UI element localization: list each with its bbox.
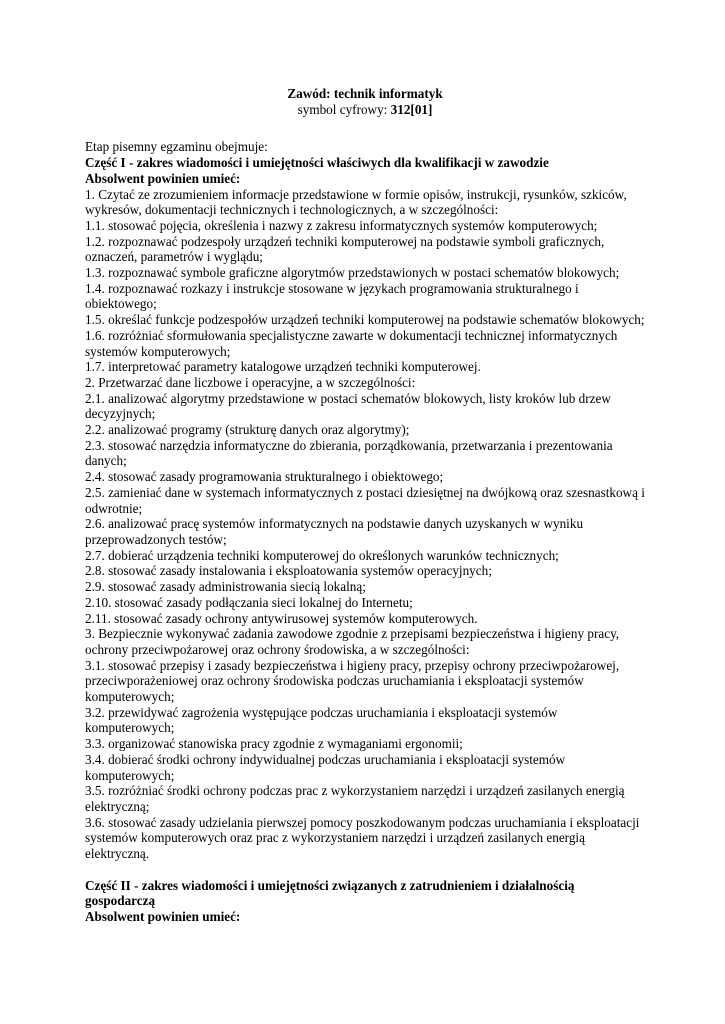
spacer [85, 862, 645, 878]
list-item: 3. Bezpiecznie wykonywać zadania zawodowe zgodnie z przepisami bezpieczeństwa i higieny pracy, ochrony przeciwpożarowej oraz ochrony środowiska, a w szczególności: [85, 626, 620, 657]
symbol-label: symbol cyfrowy: [297, 101, 391, 117]
list-item: 2.5. zamieniać dane w systemach informatycznych z postaci dziesiętnej na dwójkową oraz szesnastkową i odwrotnie; [85, 484, 645, 516]
list-item: 3.1. stosować przepisy i zasady bezpieczeństwa i higieny pracy, przepisy ochrony przeciwpożarowej, przeciwporażeniowej oraz ochrony środowiska podczas uruchamiania i eksploatacji systemów komputerowych; [85, 657, 620, 705]
intro-text: Etap pisemny egzaminu obejmuje: [85, 139, 268, 155]
list-item: 3.6. stosować zasady udzielania pierwszej pomocy poszkodowanym podczas uruchamiania i eksploatacji systemów komputerowych oraz prac z wykorzystaniem narzędzi i urządzeń zasilanych energią elektryczną. [85, 814, 640, 862]
list-item: 1.2. rozpoznawać podzespoły urządzeń techniki komputerowej na podstawie symboli graficznych, oznaczeń, parametrów i wyglądu; [85, 233, 605, 265]
list-item: 3.3. organizować stanowiska pracy zgodnie z wymaganiami ergonomii; [85, 736, 463, 752]
list-item: 1.5. określać funkcje podzespołów urządzeń techniki komputerowej na podstawie schematów blokowych; [85, 312, 645, 328]
list-item: 1.1. stosować pojęcia, określenia i nazwy z zakresu informatycznych systemów komputerowych; [85, 217, 598, 233]
list-item: 2.11. stosować zasady ochrony antywirusowej systemów komputerowych. [85, 610, 478, 626]
spacer [85, 117, 645, 139]
part1-heading: Część I - zakres wiadomości i umiejętności właściwych dla kwalifikacji w zawodzie [85, 155, 549, 171]
symbol-line [85, 102, 645, 118]
list-item: 1.6. rozróżniać sformułowania specjalistyczne zawarte w dokumentacji technicznej informatycznych systemów komputerowych; [85, 327, 618, 359]
list-item: 1.3. rozpoznawać symbole graficzne algorytmów przedstawionych w postaci schematów blokowych; [85, 265, 620, 281]
list-item: 2.6. analizować pracę systemów informatycznych na podstawie danych uzyskanych w wyniku przeprowadzonych testów; [85, 516, 584, 547]
document-title: Zawód: technik informatyk [287, 86, 443, 101]
list-item: 2.4. stosować zasady programowania strukturalnego i obiektowego; [85, 469, 444, 485]
part2-subheading: Absolwent powinien umieć: [85, 909, 241, 925]
list-item: 2.10. stosować zasady podłączania sieci lokalnej do Internetu; [85, 594, 413, 610]
list-item: 2.1. analizować algorytmy przedstawione w postaci schematów blokowych, listy kroków lub drzew decyzyjnych; [85, 390, 611, 422]
list-item: 3.5. rozróżniać środki ochrony podczas prac z wykorzystaniem narzędzi i urządzeń zasilanych energią elektryczną; [85, 783, 625, 814]
list-item: 2.7. dobierać urządzenia techniki komputerowej do określonych warunków technicznych; [85, 547, 559, 563]
list-item: 1. Czytać ze zrozumieniem informacje przedstawione w formie opisów, instrukcji, rysunków, szkiców, wykresów, dokumentacji technicznych i technologicznych, a w szczególności: [85, 186, 627, 218]
list-item: 3.2. przewidywać zagrożenia występujące podczas uruchamiania i eksploatacji systemów komputerowych; [85, 704, 558, 736]
list-item: 1.4. rozpoznawać rozkazy i instrukcje stosowane w językach programowania strukturalnego i obiektowego; [85, 280, 579, 312]
symbol-value: 312[01] [390, 101, 433, 117]
list-item: 2.9. stosować zasady administrowania siecią lokalną; [85, 579, 366, 595]
part1-subheading: Absolwent powinien umieć: [85, 170, 241, 186]
list-item: 2. Przetwarzać dane liczbowe i operacyjne, a w szczególności: [85, 374, 416, 390]
document-page [85, 86, 645, 925]
list-item: 2.3. stosować narzędzia informatyczne do zbierania, porządkowania, przetwarzania i prezentowania danych; [85, 437, 613, 469]
part2-heading: Część II - zakres wiadomości i umiejętności związanych z zatrudnieniem i działalnością gospodarczą [85, 877, 575, 909]
list-item: 1.7. interpretować parametry katalogowe urządzeń techniki komputerowej. [85, 359, 481, 375]
list-item: 3.4. dobierać środki ochrony indywidualnej podczas uruchamiania i eksploatacji systemów komputerowych; [85, 751, 566, 783]
part1-list [85, 187, 645, 862]
list-item: 2.2. analizować programy (strukturę danych oraz algorytmy); [85, 422, 410, 438]
list-item: 2.8. stosować zasady instalowania i eksploatowania systemów operacyjnych; [85, 563, 492, 579]
